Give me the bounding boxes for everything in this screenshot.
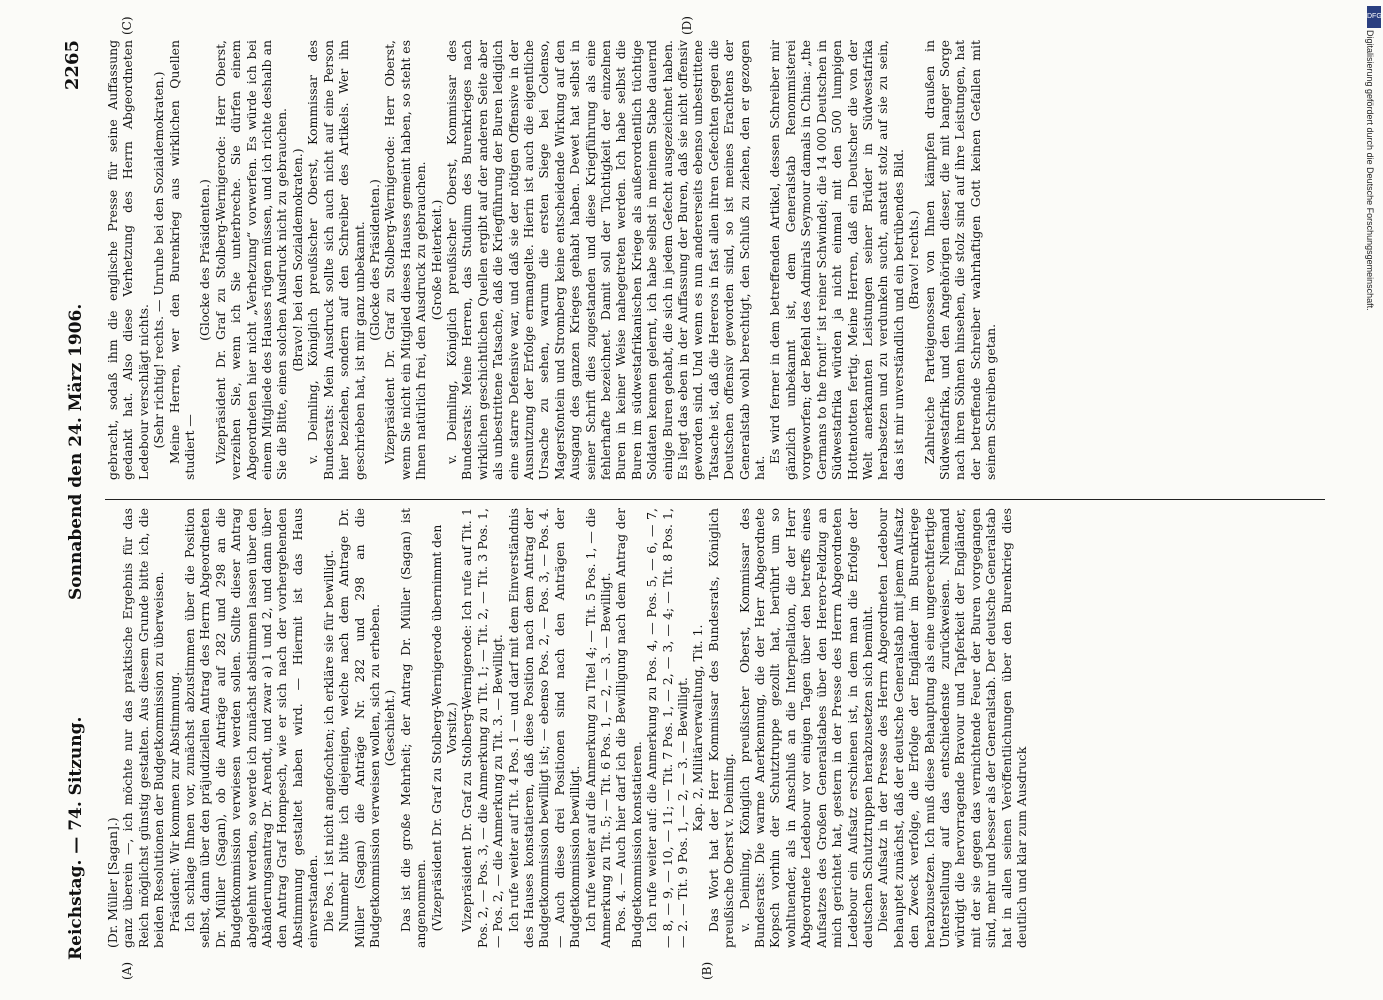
digitization-credit: [1363, 30, 1377, 730]
paragraph: gebracht, sodaß ihm die englische Presse für seine Auffassung gedankt hat. Also diese Verhetzung des Herrn Abgeordneten Ledebour verschlägt nichts.: [105, 40, 151, 480]
paragraph: Dieser Aufsatz in der Presse des Herrn Abgeordneten Ledebour behauptet zunächst, daß der deutsche Generalstab mit jenem Aufsatz den Zweck verfolge, die Erfolge der Engländer im Burenkriege herabzusetzen. Ich muß diese Behauptung als eine ungerechtfertigte Unterstellung auf das entschiedenste zurückweisen. Niemand würdigt die hervorragende Bravour und Tapferkeit der Engländer, mit der sie gegen das vernichtende Feuer der Buren vorgegangen sind, mehr und besser als der Generalstab. Der deutsche Generalstab hat in allen seinen Veröffentlichungen über den Burenkrieg dies deutlich und klar zum Ausdruck: [875, 508, 1029, 948]
paragraph: v. Deimling, Königlich preußischer Oberst, Kommissar des Bundesrats: Mein Ausdruck sollte sich auch nicht auf eine Person hier beziehen, sondern auf den Schreiber des Artikels. Wer ihn geschrieben hat, ist mir ganz unbekannt.: [305, 40, 367, 480]
stage-direction: (Glocke des Präsidenten.): [366, 179, 382, 341]
credit-text: Digitalisierung gefördert durch die Deutsche Forschungsgemeinschaft.: [1365, 30, 1375, 311]
stage-direction: (Sehr richtig! rechts. — Unruhe bei den Sozialdemokraten.): [151, 71, 167, 449]
paragraph: Vizepräsident Dr. Graf zu Stolberg-Wernigerode: Ich rufe auf Tit. 1 Pos. 2, — Pos. 3, — die Anmerkung zu Tit. 1; — Tit. 2, — Tit. 3 Pos. 1, — Pos. 2, — die Anmerkung zu Tit. 3. — Bewilligt.: [459, 508, 506, 948]
speaker-tag: (Dr. Müller [Sagan].): [105, 817, 120, 948]
paragraph: Ich rufe weiter auf die Anmerkung zu Titel 4; — Tit. 5 Pos. 1, — die Anmerkung zu Tit. 5; — Tit. 6 Pos. 1, — 2, — 3. — Bewilligt.: [582, 508, 613, 948]
paragraph: Nunmehr bitte ich diejenigen, welche nach dem Antrage Dr. Müller (Sagan) die Anträge Nr. 282 und 298 an die Budgetkommission verweisen wollen, sich zu erheben.: [336, 508, 382, 948]
paragraph: Das Wort hat der Herr Kommissar des Bundesrats, Königlich preußische Oberst v. Deimling.: [705, 508, 737, 948]
paragraph: Ich rufe weiter auf: die Anmerkung zu Pos. 4, — Pos. 5, — 6, — 7, — 8, — 9, — 10, — 11; — Tit. 7 Pos. 1, — 2, — 3, — 4; — Tit. 8 Pos. 1, — 2. — Tit. 9 Pos. 1, — 2, — 3. — Bewilligt.: [644, 508, 691, 948]
paragraph: Das ist die große Mehrheit; der Antrag Dr. Müller (Sagan) ist angenommen.: [397, 508, 429, 948]
paragraph: v. Deimling, Königlich preußischer Oberst, Kommissar des Bundesrats: Meine Herren, das Studium des Burenkrieges nach wirklichen geschichtlichen Quellen ergibt auf der anderen Seite aber als unbestrittene Tatsache, daß die Kriegführung der Buren lediglich eine starre Defensive war, und daß sie der nötigen Offensive in der Ausnutzung der Erfolge ermangelte. Hierin ist auch die eigentliche Ursache zu sehen, warum die ersten Siege bei Colenso, Magersfontein und Stromberg keine entscheidende Wirkung auf den Ausgang des ganzen Krieges gehabt haben. Dewet hat selbst in seiner Schrift dies zugestanden und diese Kriegführung als eine fehlerhafte bezeichnet. Damit soll der Tüchtigkeit der einzelnen Buren in keiner Weise nahegetreten werden. Ich habe selbst die Buren im südwestafrikanischen Kriege als außerordentlich tüchtige Soldaten kennen gelernt, ich habe selbst in meinem Stabe dauernd einige Buren gehabt, die sich in jedem Gefecht ausgezeichnet haben. Es liegt das eben in der Auffassung der Buren, daß sie nicht offensiv geworden sind. Und wenn es nun andererseits ebenso unbestrittene Tatsache ist, daß die Hereros in fast allen ihren Gefechten gegen die Deutschen offensiv geworden sind, so ist meines Erachtens der Generalstab wohl berechtigt, den Schluß zu ziehen, den er gezogen hat.: [443, 40, 768, 480]
paragraph: ganz überein —, ich möchte nur das praktische Ergebnis für das Reich möglichst günstig gestalten. Aus diesem Grunde bitte ich, die beiden Resolutionen der Budgetkommission zu überweisen.: [120, 508, 167, 948]
header-session: Reichstag. — 74. Sitzung.: [66, 716, 86, 960]
paragraph: Zahlreiche Parteigenossen von Ihnen kämpfen draußen in Südwestafrika, und den Angehörigen dieser, die mit banger Sorge nach ihren Söhnen hinsehen, die stolz sind auf ihre Leistungen, hat der betreffende Schreiber wahrhaftigen Gott keinen Gefallen mit seinem Schreiben getan.: [921, 40, 999, 480]
paragraph: Die Pos. 1 ist nicht angefochten; ich erkläre sie für bewilligt.: [320, 549, 336, 932]
paragraph: Ich schlage Ihnen vor, zunächst abzustimmen über die Position selbst, dann über den präjudiziellen Antrag des Herrn Abgeordneten Dr. Müller (Sagan), ob die Anträge auf 282 und 298 an die Budgetkommission verwiesen werden sollen. Sollte dieser Antrag abgelehnt werden, so werde ich zunächst abstimmen lassen über den Abänderungsantrag Dr. Arendt, und zwar a) 1 und 2, und dann über den Antrag Graf Hompesch, wie er sich nach der vorhergehenden Abstimmung gestaltet haben wird. — Hiermit ist das Haus einverstanden.: [182, 508, 321, 948]
paragraph: Vizepräsident Dr. Graf zu Stolberg-Wernigerode: Herr Oberst, verzeihen Sie, wenn ich Sie unterbreche. Sie dürfen einem Abgeordneten hier nicht „Verhetzung“ vorwerfen. Es würde ich bei einem Mitgliede des Hauses rügen müssen, und ich richte deshalb an Sie die Bitte, einen solchen Ausdruck nicht zu gebrauchen.: [212, 40, 290, 480]
paragraph: Präsident: Wir kommen zur Abstimmung.: [166, 671, 182, 932]
left-column: [105, 508, 1325, 948]
rotated-document-page: [20, 0, 1360, 1000]
stage-direction: (Bravo! bei den Sozialdemokraten.): [289, 148, 305, 372]
margin-marker-d: (D): [680, 16, 694, 35]
right-column: [105, 40, 1325, 480]
paragraph: Es wird ferner in dem betreffenden Artikel, dessen Schreiber mir gänzlich unbekannt ist, dem Generalstab Renommisterei vorgeworfen; der Befehl des Admirals Seymour damals in China: „the Germans to the front!“ ist reiner Schwindel; die 14 000 Deutschen in Südwestafrika würden ja nicht einmal mit den 500 lumpigen Hottentotten fertig. Meine Herren, daß ein Deutscher die von der Welt anerkannten Leistungen seiner Brüder in Südwestafrika herabsetzen und zu verdunkeln sucht, anstatt stolz auf sie zu sein, das ist mir unverständlich und ein betrübendes Bild.: [767, 40, 906, 480]
stage-direction: (Bravo! rechts.): [906, 210, 922, 310]
paragraph: v. Deimling, Königlich preußischer Oberst, Kommissar des Bundesrats: Die warme Anerkennung, die der Herr Abgeordnete Kopsch vorhin der Schutztruppe gezollt hat, berührt um so wohltuender, als in Anschluß an die Interpellation, die der Herr Abgeordnete Ledebour vor einigen Tagen über den betreffs eines Aufsatzes des Großen Generalstabes über den Herero-Feldzug an mich gerichtet hat, gestern in der Presse des Herrn Abgeordneten Ledebour ein Aufsatz erschienen ist, in dem man die Erfolge der deutschen Schutztruppen herabzusetzen sich bemüht.: [736, 508, 875, 948]
stage-direction: (Glocke des Präsidenten.): [197, 179, 213, 341]
paragraph: Pos. 4. — Auch hier darf ich die Bewilligung nach dem Antrag der Budgetkommission konstatieren.: [613, 508, 644, 948]
page-header: [60, 40, 90, 960]
dfg-logo: DFG: [1367, 6, 1381, 28]
paragraph: Meine Herren, wer den Burenkrieg aus wirklichen Quellen studiert —: [166, 40, 198, 480]
stage-direction: (Große Heiterkeit.): [428, 199, 444, 321]
stage-direction: (Vizepräsident Dr. Graf zu Stolberg-Wernigerode übernimmt den Vorsitz.): [428, 524, 459, 932]
paragraph: Vizepräsident Dr. Graf zu Stolberg-Wernigerode: Herr Oberst, wenn Sie nicht ein Mitglied dieses Hauses gemeint haben, so steht es Ihnen natürlich frei, den Ausdruck zu gebrauchen.: [382, 40, 429, 480]
margin-marker-b: (B): [700, 961, 714, 980]
margin-marker-c: (C): [120, 16, 134, 35]
column-divider: [105, 499, 1325, 500]
margin-marker-a: (A): [120, 961, 134, 980]
page-number: 2265: [62, 40, 83, 91]
chapter-heading: Kap. 2, Militärverwaltung, Tit. 1.: [690, 624, 706, 832]
stage-direction: (Geschieht.): [382, 689, 398, 767]
paragraph: Ich rufe weiter auf Tit. 4 Pos. 1 — und darf mit dem Einverständnis des Hauses konstatieren, daß diese Position nach dem Antrag der Budgetkommission bewilligt ist; — ebenso Pos. 2, — Pos. 3, — Pos. 4. — Auch diese drei Positionen sind nach den Anträgen der Budgetkommission bewilligt.: [505, 508, 583, 948]
header-date: Sonnabend den 24. März 1906.: [66, 303, 86, 600]
